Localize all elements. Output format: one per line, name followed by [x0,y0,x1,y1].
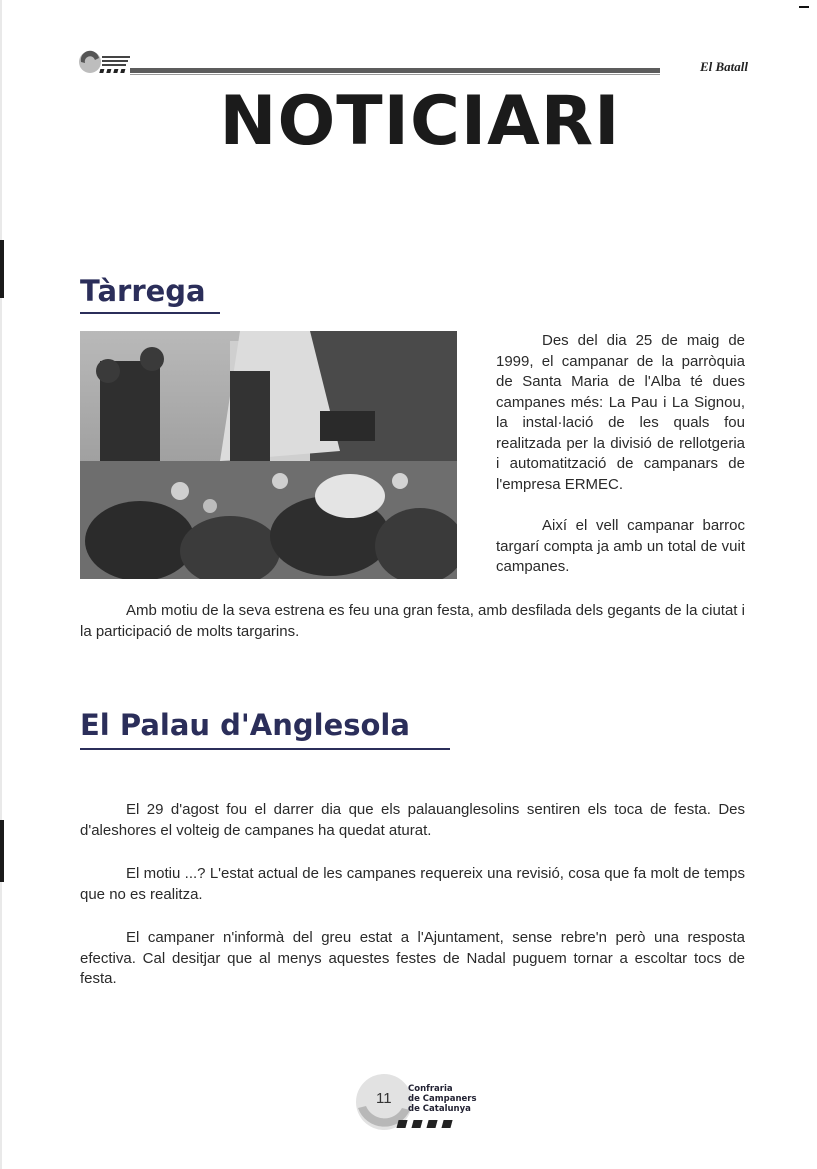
organization-name [408,1084,477,1114]
scan-mark [0,820,4,882]
paragraph: El campaner n'informà del greu estat a l'Ajuntament, sense rebre'n però una resposta efectiva. Cal desitjar que al menys aquestes festes de Nadal puguem tornar a escoltar tocs de festa. [80,929,745,987]
page-header [78,48,748,78]
section-heading-tarrega: Tàrrega [80,274,206,308]
confraria-logo-icon [78,48,134,76]
paragraph: Així el vell campanar barroc targarí compta ja amb un total de vuit campanes. [496,517,745,575]
scan-mark [0,240,4,298]
paragraph: El 29 d'agost fou el darrer dia que els palauanglesolins sentiren els toca de festa. Des d'aleshores el volteig de campanes ha quedat aturat. [80,801,745,839]
publication-name: El Batall [699,59,748,74]
org-line: Confraria [408,1084,453,1094]
heading-underline [80,312,220,314]
org-line: de Catalunya [408,1104,471,1114]
org-line: de Campaners [408,1094,477,1104]
section-heading-palau: El Palau d'Anglesola [80,708,410,742]
heading-underline [80,748,450,750]
paragraph: Des del dia 25 de maig de 1999, el campanar de la parròquia de Santa Maria de l'Alba té dues campanes més: La Pau i La Signou, la instal·lació de les quals fou realitzada per la divisió de rellotgeria i automatització de campanars de l'empresa ERMEC. [496,332,745,493]
page-edge [0,0,2,1169]
header-rule [130,74,660,75]
page-number: 11 [376,1090,392,1107]
scan-mark [799,6,809,8]
festival-crowd-photo [80,331,457,579]
paragraph: Amb motiu de la seva estrena es feu una gran festa, amb desfilada dels gegants de la ciutat i la participació de molts targarins. [80,602,745,640]
header-rule [130,68,660,73]
page-footer [352,1070,482,1134]
paragraph: El motiu ...? L'estat actual de les campanes requereix una revisió, cosa que fa molt de temps que no es realitza. [80,865,745,903]
masthead-title: NOTICIARI [219,82,621,161]
